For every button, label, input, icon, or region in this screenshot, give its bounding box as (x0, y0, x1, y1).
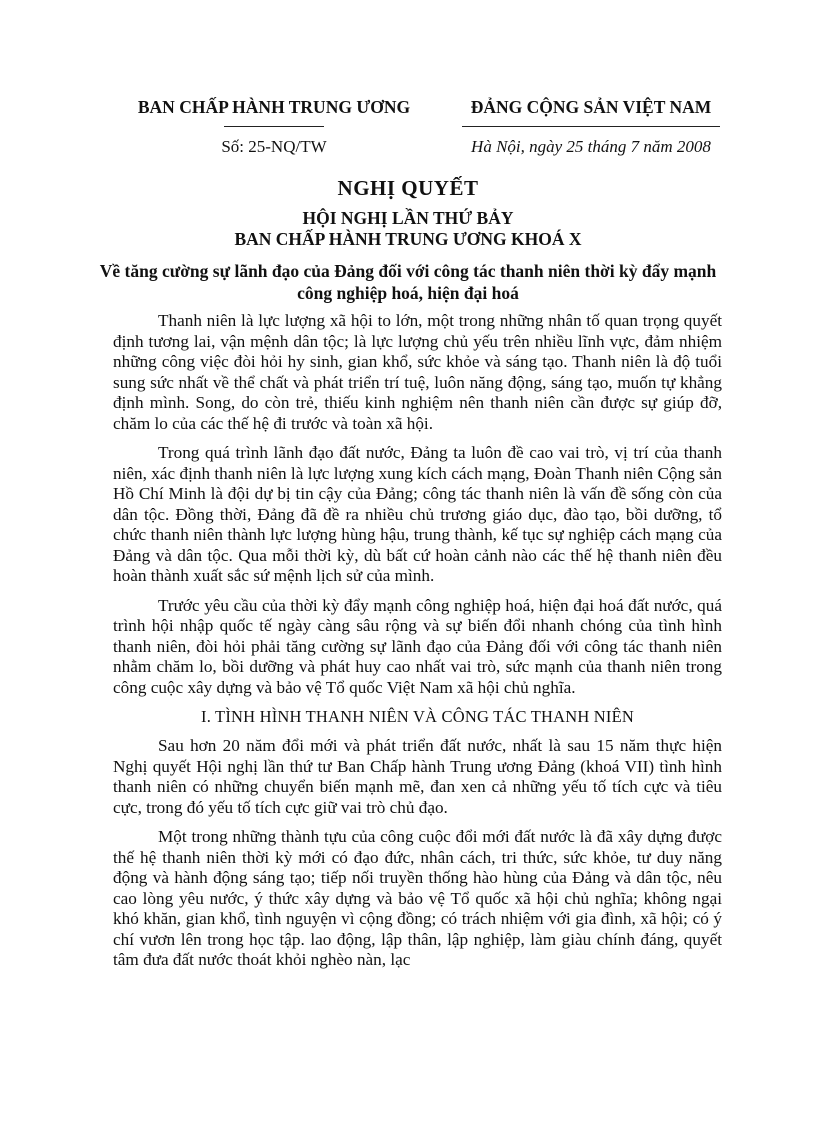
party-name-underline (462, 126, 720, 127)
intro-paragraph-1: Thanh niên là lực lượng xã hội to lớn, một trong những nhân tố quan trọng quyết định tương lai, vận mệnh dân tộc; là lực lượng chủ yếu trên nhiều lĩnh vực, đảm nhiệm những công việc đòi hỏi hy sinh, gian khổ, sức khỏe và sáng tạo. Thanh niên là độ tuổi sung sức nhất về thể chất và phát triển trí tuệ, luôn năng động, sáng tạo, muốn tự khẳng định mình. Song, do còn trẻ, thiếu kinh nghiệm nên thanh niên cần được sự giúp đỡ, chăm lo của các thế hệ đi trước và toàn xã hội. (113, 311, 722, 433)
issuing-body-underline (224, 126, 324, 127)
section-paragraph-2: Một trong những thành tựu của công cuộc đổi mới đất nước là đã xây dựng được thế hệ thanh niên thời kỳ mới có đạo đức, nhân cách, tri thức, sức khỏe, tư duy năng động và hành động sáng tạo; tiếp nối truyền thống hào hùng của Đảng và dân tộc, nêu cao lòng yêu nước, ý thức xây dựng và bảo vệ Tổ quốc xã hội chủ nghĩa; không ngại khó khăn, gian khổ, tình nguyện vì cộng đồng; có trách nhiệm với gia đình, xã hội; có ý chí vươn lên trong học tập. lao động, lập thân, lập nghiệp, làm giàu chính đáng, quyết tâm đưa đất nước thoát khỏi nghèo nàn, lạc (113, 827, 722, 969)
document-number: Số: 25-NQ/TW (221, 137, 327, 156)
title-block (80, 175, 736, 304)
conference-line-2: BAN CHẤP HÀNH TRUNG ƯƠNG KHOÁ X (234, 229, 582, 249)
document-type-title: NGHỊ QUYẾT (337, 176, 479, 200)
issuing-body: BAN CHẤP HÀNH TRUNG ƯƠNG (137, 97, 411, 117)
section-paragraph-1: Sau hơn 20 năm đổi mới và phát triển đất nước, nhất là sau 15 năm thực hiện Nghị quyết Hội nghị lần thứ tư Ban Chấp hành Trung ương Đảng (khoá VII) tình hình thanh niên có những chuyển biến mạnh mẽ, đan xen cả những yếu tố tích cực và tiêu cực, trong đó yếu tố tích cực giữ vai trò chủ đạo. (113, 736, 722, 817)
section-heading: I. TÌNH HÌNH THANH NIÊN VÀ CÔNG TÁC THANH NIÊN (201, 707, 634, 726)
resolution-subject: Về tăng cường sự lãnh đạo của Đảng đối với công tác thanh niên thời kỳ đẩy mạnh công nghiệp hoá, hiện đại hoá (99, 261, 717, 303)
header-right-block (446, 96, 736, 157)
header-left-block (112, 96, 436, 157)
intro-paragraph-2: Trong quá trình lãnh đạo đất nước, Đảng ta luôn đề cao vai trò, vị trí của thanh niên, xác định thanh niên là lực lượng xung kích cách mạng, Đoàn Thanh niên Cộng sản Hồ Chí Minh là đội dự bị tin cậy của Đảng; công tác thanh niên là vấn đề sống còn của dân tộc. Đồng thời, Đảng đã đề ra nhiều chủ trương giáo dục, đào tạo, bồi dưỡng, tổ chức thanh niên thành lực lượng hùng hậu, trung thành, kế tục sự nghiệp cách mạng của Đảng và dân tộc. Qua mỗi thời kỳ, dù bất cứ hoàn cảnh nào các thế hệ thanh niên đều hoàn thành xuất sắc sứ mệnh lịch sử của mình. (113, 443, 722, 585)
document-body (113, 311, 722, 980)
conference-line-1: HỘI NGHỊ LẦN THỨ BẢY (302, 208, 514, 228)
place-and-date: Hà Nội, ngày 25 tháng 7 năm 2008 (471, 137, 711, 156)
party-name: ĐẢNG CỘNG SẢN VIỆT NAM (470, 97, 712, 117)
intro-paragraph-3: Trước yêu cầu của thời kỳ đẩy mạnh công nghiệp hoá, hiện đại hoá đất nước, quá trình hội nhập quốc tế ngày càng sâu rộng và sự biến đổi nhanh chóng của tình hình thanh niên, đòi hỏi phải tăng cường sự lãnh đạo của Đảng đối với công tác thanh niên nhằm chăm lo, bồi dưỡng và phát huy cao nhất vai trò, sức mạnh của thanh niên trong công cuộc xây dựng và bảo vệ Tổ quốc Việt Nam xã hội chủ nghĩa. (113, 595, 722, 697)
